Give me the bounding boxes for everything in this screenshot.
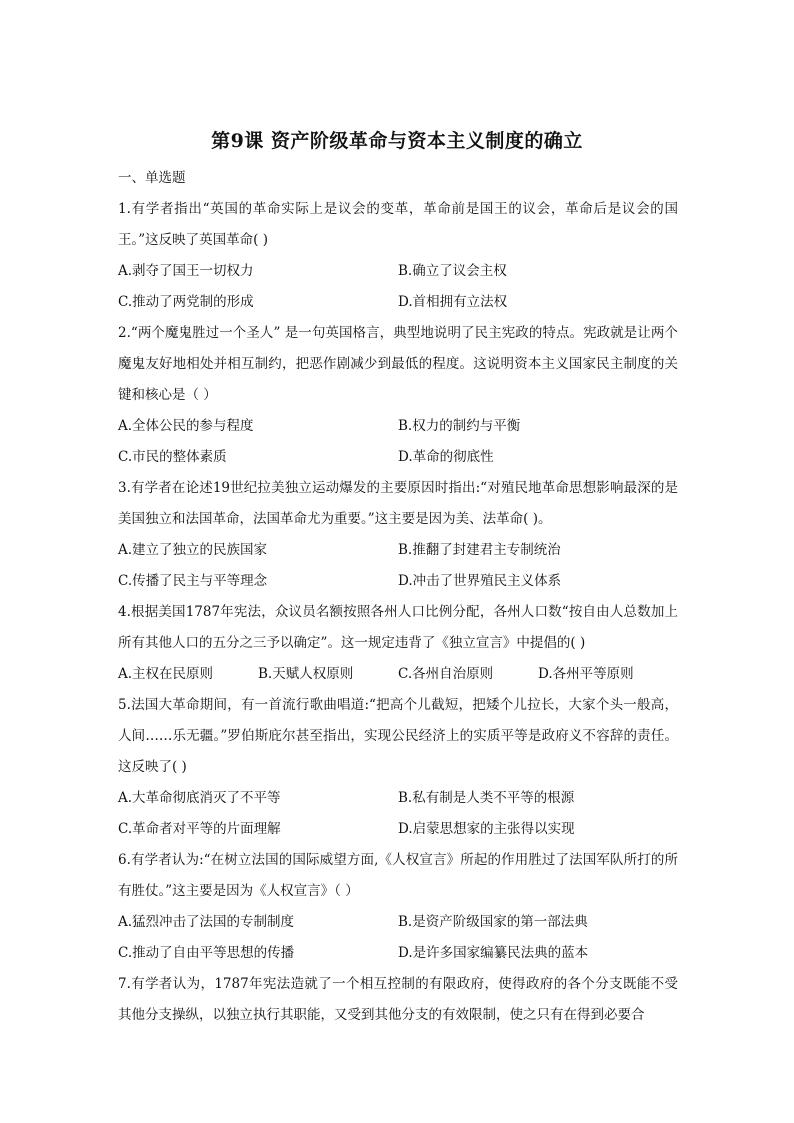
option-c: C.传播了民主与平等理念: [118, 573, 268, 589]
question: [118, 318, 678, 473]
question-text: 2.“两个魔鬼胜过一个圣人” 是一句英国格言，典型地说明了民主宪政的特点。宪政就是让两个魔鬼友好地相处并相互制约，把恶作剧减少到最低的程度。这说明资本主义国家民主制度的关键和核心是（ ）: [118, 325, 678, 403]
question-text: 5.法国大革命期间，有一首流行歌曲唱道:“把高个儿截短，把矮个儿拉长，大家个头一般高，人间……乐无疆。”罗伯斯庇尔甚至指出，实现公民经济上的实质平等是政府义不容辞的责任。这反映了( ): [118, 697, 678, 775]
option-d: D.各州平等原则: [538, 666, 634, 682]
option-a: A.主权在民原则: [118, 666, 214, 682]
option-b: B.确立了议会主权: [398, 263, 507, 279]
question-text: 1.有学者指出“英国的革命实际上是议会的变革，革命前是国王的议会，革命后是议会的国王。”这反映了英国革命( ): [118, 201, 678, 248]
question: [118, 690, 678, 845]
option-c: C.市民的整体素质: [118, 449, 227, 465]
question-text: 7.有学者认为，1787年宪法造就了一个相互控制的有限政府，使得政府的各个分支既能不受其他分支操纵，以独立执行其职能，又受到其他分支的有效限制，使之只有在得到必要合: [118, 976, 678, 1023]
option-group: [118, 783, 678, 845]
option-b: B.是资产阶级国家的第一部法典: [398, 914, 588, 930]
option-d: D.是许多国家编纂民法典的蓝本: [398, 945, 589, 961]
question: [118, 969, 678, 1031]
option-b: B.推翻了封建君主专制统治: [398, 542, 561, 558]
question: [118, 597, 678, 690]
option-b: B.私有制是人类不平等的根源: [398, 790, 575, 806]
option-d: D.启蒙思想家的主张得以实现: [398, 821, 575, 837]
section-heading: 一、单选题: [118, 170, 186, 186]
option-a: A.剥夺了国王一切权力: [118, 263, 254, 279]
option-group: [118, 411, 678, 473]
option-b: B.权力的制约与平衡: [398, 418, 521, 434]
question-text: 3.有学者在论述19世纪拉美独立运动爆发的主要原因时指出:“对殖民地革命思想影响最深的是美国独立和法国革命，法国革命尤为重要。”这主要是因为美、法革命( )。: [118, 480, 678, 527]
question-list: [118, 194, 678, 1031]
option-d: D.首相拥有立法权: [398, 294, 508, 310]
option-c: C.推动了自由平等思想的传播: [118, 945, 295, 961]
question-text: 6.有学者认为:“在树立法国的国际威望方面,《人权宣言》所起的作用胜过了法国军队所打的所有胜仗。”这主要是因为《人权宣言》（ ）: [118, 852, 678, 899]
option-d: D.革命的彻底性: [398, 449, 494, 465]
option-a: A.建立了独立的民族国家: [118, 542, 268, 558]
option-group: [118, 659, 678, 690]
option-c: C.革命者对平等的片面理解: [118, 821, 281, 837]
option-b: B.天赋人权原则: [258, 666, 354, 682]
question: [118, 473, 678, 597]
option-d: D.冲击了世界殖民主义体系: [398, 573, 562, 589]
option-group: [118, 535, 678, 597]
option-c: C.各州自治原则: [398, 666, 494, 682]
question: [118, 845, 678, 969]
option-c: C.推动了两党制的形成: [118, 294, 254, 310]
option-a: A.猛烈冲击了法国的专制制度: [118, 914, 295, 930]
option-group: [118, 907, 678, 969]
question-text: 4.根据美国1787年宪法，众议员名额按照各州人口比例分配，各州人口数“按自由人总数加上所有其他人口的五分之三予以确定”。这一规定违背了《独立宣言》中提倡的( ): [118, 604, 678, 651]
page-title: 第9课 资产阶级革命与资本主义制度的确立: [211, 130, 583, 152]
question: [118, 194, 678, 318]
option-a: A.全体公民的参与程度: [118, 418, 254, 434]
option-group: [118, 256, 678, 318]
option-a: A.大革命彻底消灭了不平等: [118, 790, 281, 806]
